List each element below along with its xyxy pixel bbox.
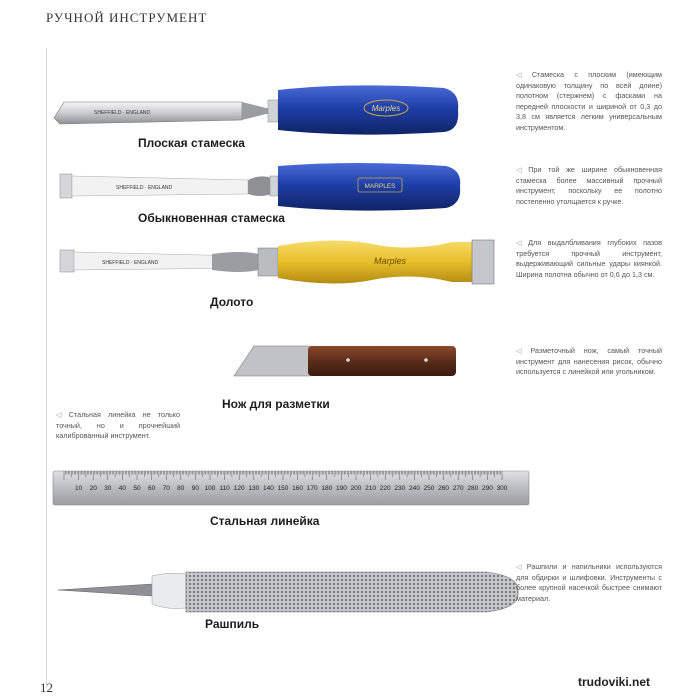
rule-tick-label: 100 bbox=[204, 485, 216, 492]
note-mortise-chisel: ◁ Для выдалбливания глубоких пазов требуется прочный инструмент, выдерживающий сильные удары киянкой. Ширина полотна обычно от 0,6 до 1,3 см. bbox=[516, 238, 662, 279]
rasp-image bbox=[56, 566, 526, 616]
rule-tick-label: 170 bbox=[306, 485, 318, 492]
rule-tick-label: 300 bbox=[496, 485, 508, 492]
rule-tick-label: 280 bbox=[467, 485, 479, 492]
bullet-icon: ◁ bbox=[516, 165, 527, 174]
rule-tick-label: 220 bbox=[379, 485, 391, 492]
ordinary-chisel-image bbox=[52, 158, 472, 218]
rule-tick-label: 200 bbox=[350, 485, 362, 492]
brand-logo: Marples bbox=[371, 104, 401, 113]
rule-tick-label: 40 bbox=[118, 485, 127, 492]
note-ordinary-chisel: ◁ При той же ширине обыкновенная стамеска более массивный прочный инструмент, поскольку ее полотно постепенно утолщается к ручке. bbox=[516, 165, 662, 206]
rule-tick-label: 110 bbox=[219, 485, 230, 492]
blade-stamp: SHEFFIELD · ENGLAND bbox=[102, 260, 159, 266]
left-margin-line bbox=[46, 48, 47, 688]
watermark: trudoviki.net bbox=[578, 675, 651, 689]
steel-rule-image bbox=[52, 470, 532, 506]
rule-tick-label: 90 bbox=[191, 485, 200, 492]
blade-stamp: SHEFFIELD · ENGLAND bbox=[94, 110, 151, 116]
rule-tick-label: 190 bbox=[335, 485, 347, 492]
caption-steel-rule: Стальная линейка bbox=[210, 514, 320, 528]
rule-tick-label: 230 bbox=[394, 485, 406, 492]
caption-flat-chisel: Плоская стамеска bbox=[138, 136, 245, 150]
caption-marking-knife: Нож для разметки bbox=[222, 397, 330, 411]
rule-tick-label: 50 bbox=[133, 485, 141, 492]
bullet-icon: ◁ bbox=[516, 238, 527, 247]
note-steel-rule: ◁ Стальная линейка не только точный, но и прочнейший калиброванный инструмент. bbox=[56, 410, 180, 440]
rule-tick-label: 10 bbox=[74, 485, 83, 492]
caption-rasp: Рашпиль bbox=[205, 617, 260, 631]
page-header: РУЧНОЙ ИНСТРУМЕНТ bbox=[46, 10, 208, 25]
rule-tick-label: 140 bbox=[262, 485, 274, 492]
rule-tick-label: 260 bbox=[438, 485, 450, 492]
note-marking-knife: ◁ Разметочный нож, самый точный инструмент для нанесения рисок, обычно используется с линейкой или угольником. bbox=[516, 346, 662, 376]
brand-logo: MARPLES bbox=[364, 183, 396, 190]
bullet-icon: ◁ bbox=[516, 70, 530, 79]
rule-tick-label: 240 bbox=[408, 485, 420, 492]
note-flat-chisel: ◁ Стамеска с плоским (имеющим одинаковую толщину по всей длине) полотном (стержнем) с фасками на передней плоскости и шириной от 0,3 до 3,8 см является легким универсальным инструментом. bbox=[516, 70, 662, 132]
marking-knife-image bbox=[230, 340, 470, 382]
rule-tick-label: 120 bbox=[233, 485, 245, 492]
rule-tick-label: 210 bbox=[365, 485, 377, 492]
bullet-icon: ◁ bbox=[56, 410, 67, 419]
mortise-chisel-image bbox=[52, 232, 512, 292]
brand-logo: Marples bbox=[373, 256, 407, 266]
rule-labels bbox=[75, 485, 508, 492]
page-number: 12 bbox=[40, 680, 53, 695]
caption-mortise-chisel: Долото bbox=[210, 295, 254, 309]
caption-ordinary-chisel: Обыкновенная стамеска bbox=[138, 211, 285, 225]
rule-tick-label: 270 bbox=[452, 485, 464, 492]
rule-tick-label: 20 bbox=[89, 485, 97, 492]
bullet-icon: ◁ bbox=[516, 562, 525, 571]
rule-tick-label: 80 bbox=[177, 485, 185, 492]
rule-tick-label: 250 bbox=[423, 485, 435, 492]
note-rasp: ◁ Рашпили и напильники используются для обдирки и шлифовки. Инструменты с более крупной насечкой быстрее снимают материал. bbox=[516, 562, 662, 603]
bullet-icon: ◁ bbox=[516, 346, 529, 355]
rule-tick-label: 150 bbox=[277, 485, 289, 492]
rule-tick-label: 70 bbox=[162, 485, 170, 492]
flat-chisel-image bbox=[52, 80, 472, 140]
rule-tick-label: 130 bbox=[248, 485, 260, 492]
rule-tick-label: 180 bbox=[321, 485, 333, 492]
rule-tick-label: 160 bbox=[292, 485, 304, 492]
rule-tick-label: 30 bbox=[104, 485, 112, 492]
rule-tick-label: 290 bbox=[481, 485, 493, 492]
blade-stamp: SHEFFIELD · ENGLAND bbox=[116, 185, 173, 191]
rule-tick-label: 60 bbox=[147, 485, 156, 492]
